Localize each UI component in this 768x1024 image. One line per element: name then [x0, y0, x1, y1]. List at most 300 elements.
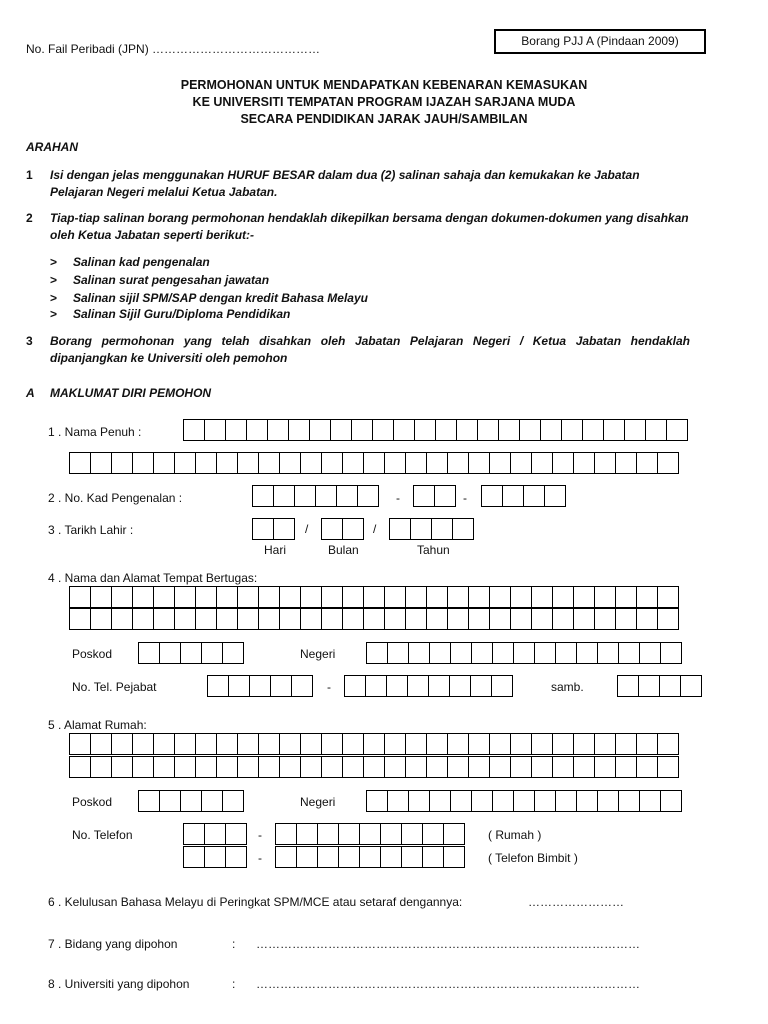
char-box[interactable]: [90, 608, 112, 630]
char-box[interactable]: [534, 790, 556, 812]
char-box[interactable]: [216, 452, 238, 474]
char-box[interactable]: [237, 756, 259, 778]
char-box[interactable]: [300, 756, 322, 778]
char-box[interactable]: [452, 518, 474, 540]
char-box[interactable]: [180, 790, 202, 812]
char-box[interactable]: [296, 846, 318, 868]
char-box[interactable]: [69, 756, 91, 778]
mobile-phone-cells-part2: [275, 846, 464, 868]
char-box[interactable]: [615, 586, 637, 608]
char-box[interactable]: [342, 733, 364, 755]
char-box[interactable]: [216, 756, 238, 778]
char-box[interactable]: [434, 485, 456, 507]
char-box[interactable]: [498, 419, 520, 441]
office-phone-cells-part1: [207, 675, 312, 697]
char-box[interactable]: [447, 586, 469, 608]
char-box[interactable]: [555, 790, 577, 812]
char-box[interactable]: [615, 452, 637, 474]
char-box[interactable]: [447, 756, 469, 778]
char-box[interactable]: [138, 790, 160, 812]
char-box[interactable]: [636, 733, 658, 755]
char-box[interactable]: [258, 756, 280, 778]
char-box[interactable]: [225, 846, 247, 868]
char-box[interactable]: [153, 452, 175, 474]
university-label: 8 . Universiti yang dipohon: [48, 977, 190, 991]
char-box[interactable]: [657, 452, 679, 474]
field-of-study-field[interactable]: ……………………………………………………………………………………: [256, 937, 640, 951]
char-box[interactable]: [555, 642, 577, 664]
char-box[interactable]: [222, 642, 244, 664]
char-box[interactable]: [477, 419, 499, 441]
bullet-item: Salinan sijil SPM/SAP dengan kredit Bahasa Melayu: [73, 291, 368, 305]
char-box[interactable]: [573, 733, 595, 755]
char-box[interactable]: [296, 823, 318, 845]
char-box[interactable]: [153, 608, 175, 630]
char-box[interactable]: [680, 675, 702, 697]
char-box[interactable]: [300, 733, 322, 755]
char-box[interactable]: [279, 756, 301, 778]
workplace-postcode-cells: [138, 642, 243, 664]
char-box[interactable]: [258, 608, 280, 630]
char-box[interactable]: [573, 608, 595, 630]
char-box[interactable]: [447, 608, 469, 630]
title-line-3: SECARA PENDIDIKAN JARAK JAUH/SAMBILAN: [240, 112, 528, 126]
office-phone-cells-part2: [344, 675, 512, 697]
char-box[interactable]: [174, 452, 196, 474]
char-box[interactable]: [597, 642, 619, 664]
char-box[interactable]: [207, 675, 229, 697]
workplace-postcode-label: Poskod: [72, 647, 113, 661]
char-box[interactable]: [342, 452, 364, 474]
char-box[interactable]: [405, 586, 427, 608]
bullet-marker: >: [50, 291, 58, 305]
char-box[interactable]: [401, 823, 423, 845]
char-box[interactable]: [111, 608, 133, 630]
char-box[interactable]: [384, 733, 406, 755]
char-box[interactable]: [249, 675, 271, 697]
char-box[interactable]: [597, 790, 619, 812]
char-box[interactable]: [273, 518, 295, 540]
char-box[interactable]: [576, 790, 598, 812]
char-box[interactable]: [69, 733, 91, 755]
char-box[interactable]: [408, 790, 430, 812]
char-box[interactable]: [413, 485, 435, 507]
char-box[interactable]: [468, 452, 490, 474]
char-box[interactable]: [534, 642, 556, 664]
char-box[interactable]: [603, 419, 625, 441]
char-box[interactable]: [639, 642, 661, 664]
char-box[interactable]: [384, 452, 406, 474]
char-box[interactable]: [237, 586, 259, 608]
char-box[interactable]: [552, 608, 574, 630]
char-box[interactable]: [660, 790, 682, 812]
char-box[interactable]: [468, 586, 490, 608]
char-box[interactable]: [279, 586, 301, 608]
char-box[interactable]: [69, 586, 91, 608]
char-box[interactable]: [315, 485, 337, 507]
form-code-badge: Borang PJJ A (Pindaan 2009): [494, 29, 706, 54]
char-box[interactable]: [636, 452, 658, 474]
char-box[interactable]: [531, 586, 553, 608]
malay-qualification-field[interactable]: ……………………: [528, 895, 624, 909]
char-box[interactable]: [90, 452, 112, 474]
char-box[interactable]: [513, 642, 535, 664]
char-box[interactable]: [216, 586, 238, 608]
char-box[interactable]: [523, 485, 545, 507]
char-box[interactable]: [552, 756, 574, 778]
char-box[interactable]: [393, 419, 415, 441]
char-box[interactable]: [510, 756, 532, 778]
char-box[interactable]: [90, 586, 112, 608]
char-box[interactable]: [594, 733, 616, 755]
file-number-label: No. Fail Peribadi (JPN) ……………………………………: [26, 42, 321, 56]
char-box[interactable]: [363, 733, 385, 755]
char-box[interactable]: [471, 790, 493, 812]
char-box[interactable]: [174, 733, 196, 755]
char-box[interactable]: [582, 419, 604, 441]
char-box[interactable]: [321, 586, 343, 608]
char-box[interactable]: [279, 608, 301, 630]
char-box[interactable]: [489, 452, 511, 474]
char-box[interactable]: [429, 642, 451, 664]
char-box[interactable]: [183, 419, 205, 441]
char-box[interactable]: [387, 790, 409, 812]
char-box[interactable]: [321, 733, 343, 755]
char-box[interactable]: [489, 586, 511, 608]
char-box[interactable]: [300, 452, 322, 474]
char-box[interactable]: [615, 756, 637, 778]
char-box[interactable]: [336, 485, 358, 507]
char-box[interactable]: [407, 675, 429, 697]
char-box[interactable]: [422, 823, 444, 845]
char-box[interactable]: [470, 675, 492, 697]
char-box[interactable]: [659, 675, 681, 697]
char-box[interactable]: [594, 756, 616, 778]
char-box[interactable]: [594, 586, 616, 608]
char-box[interactable]: [342, 518, 364, 540]
char-box[interactable]: [317, 846, 339, 868]
char-box[interactable]: [389, 518, 411, 540]
char-box[interactable]: [576, 642, 598, 664]
char-box[interactable]: [405, 452, 427, 474]
full-name-label: 1 . Nama Penuh :: [48, 425, 142, 439]
char-box[interactable]: [615, 733, 637, 755]
char-box[interactable]: [435, 419, 457, 441]
char-box[interactable]: [401, 846, 423, 868]
char-box[interactable]: [636, 608, 658, 630]
char-box[interactable]: [366, 790, 388, 812]
char-box[interactable]: [69, 608, 91, 630]
char-box[interactable]: [275, 846, 297, 868]
char-box[interactable]: [510, 733, 532, 755]
char-box[interactable]: [660, 642, 682, 664]
title-line-2: KE UNIVERSITI TEMPATAN PROGRAM IJAZAH SARJANA MUDA: [192, 95, 576, 109]
char-box[interactable]: [450, 790, 472, 812]
char-box[interactable]: [279, 733, 301, 755]
char-box[interactable]: [657, 586, 679, 608]
university-field[interactable]: ……………………………………………………………………………………: [256, 977, 640, 991]
char-box[interactable]: [159, 790, 181, 812]
char-box[interactable]: [380, 823, 402, 845]
char-box[interactable]: [174, 586, 196, 608]
char-box[interactable]: [153, 586, 175, 608]
char-box[interactable]: [252, 485, 274, 507]
char-box[interactable]: [615, 608, 637, 630]
char-box[interactable]: [342, 608, 364, 630]
char-box[interactable]: [384, 586, 406, 608]
char-box[interactable]: [365, 675, 387, 697]
char-box[interactable]: [624, 419, 646, 441]
char-box[interactable]: [502, 485, 524, 507]
char-box[interactable]: [510, 586, 532, 608]
char-box[interactable]: [300, 608, 322, 630]
char-box[interactable]: [544, 485, 566, 507]
char-box[interactable]: [204, 419, 226, 441]
char-box[interactable]: [491, 675, 513, 697]
char-box[interactable]: [183, 846, 205, 868]
char-box[interactable]: [657, 756, 679, 778]
char-box[interactable]: [447, 452, 469, 474]
char-box[interactable]: [174, 756, 196, 778]
char-box[interactable]: [195, 586, 217, 608]
char-box[interactable]: [195, 756, 217, 778]
bullet-marker: >: [50, 307, 58, 321]
char-box[interactable]: [90, 756, 112, 778]
char-box[interactable]: [270, 675, 292, 697]
char-box[interactable]: [363, 756, 385, 778]
char-box[interactable]: [639, 790, 661, 812]
char-box[interactable]: [338, 823, 360, 845]
char-box[interactable]: [111, 586, 133, 608]
month-caption: Bulan: [328, 543, 359, 557]
char-box[interactable]: [405, 733, 427, 755]
date-slash: /: [373, 522, 377, 536]
char-box[interactable]: [258, 733, 280, 755]
char-box[interactable]: [387, 642, 409, 664]
char-box[interactable]: [492, 642, 514, 664]
char-box[interactable]: [258, 452, 280, 474]
char-box[interactable]: [237, 733, 259, 755]
char-box[interactable]: [636, 586, 658, 608]
char-box[interactable]: [618, 642, 640, 664]
char-box[interactable]: [489, 756, 511, 778]
char-box[interactable]: [222, 790, 244, 812]
char-box[interactable]: [291, 675, 313, 697]
char-box[interactable]: [330, 419, 352, 441]
char-box[interactable]: [468, 756, 490, 778]
char-box[interactable]: [552, 733, 574, 755]
char-box[interactable]: [384, 756, 406, 778]
char-box[interactable]: [552, 452, 574, 474]
char-box[interactable]: [426, 608, 448, 630]
char-box[interactable]: [573, 756, 595, 778]
char-box[interactable]: [468, 733, 490, 755]
char-box[interactable]: [195, 608, 217, 630]
char-box[interactable]: [275, 823, 297, 845]
char-box[interactable]: [321, 518, 343, 540]
char-box[interactable]: [69, 452, 91, 474]
char-box[interactable]: [405, 608, 427, 630]
char-box[interactable]: [531, 452, 553, 474]
home-phone-cells-part1: [183, 823, 246, 845]
mobile-phone-caption: ( Telefon Bimbit ): [488, 851, 578, 865]
instruction-2-text: Tiap-tiap salinan borang permohonan hendaklah dikepilkan bersama dengan dokumen-dokumen yang disahkan oleh Ketua Jabatan seperti berikut:-: [50, 211, 689, 242]
char-box[interactable]: [531, 733, 553, 755]
char-box[interactable]: [216, 608, 238, 630]
char-box[interactable]: [180, 642, 202, 664]
char-box[interactable]: [638, 675, 660, 697]
char-box[interactable]: [132, 586, 154, 608]
char-box[interactable]: [258, 586, 280, 608]
char-box[interactable]: [363, 608, 385, 630]
char-box[interactable]: [204, 846, 226, 868]
char-box[interactable]: [450, 642, 472, 664]
char-box[interactable]: [359, 823, 381, 845]
char-box[interactable]: [338, 846, 360, 868]
char-box[interactable]: [449, 675, 471, 697]
char-box[interactable]: [489, 733, 511, 755]
char-box[interactable]: [201, 642, 223, 664]
char-box[interactable]: [216, 733, 238, 755]
char-box[interactable]: [471, 642, 493, 664]
char-box[interactable]: [153, 756, 175, 778]
char-box[interactable]: [410, 518, 432, 540]
char-box[interactable]: [195, 452, 217, 474]
char-box[interactable]: [309, 419, 331, 441]
char-box[interactable]: [279, 452, 301, 474]
char-box[interactable]: [366, 642, 388, 664]
char-box[interactable]: [408, 642, 430, 664]
home-state-label: Negeri: [300, 795, 336, 809]
char-box[interactable]: [414, 419, 436, 441]
char-box[interactable]: [228, 675, 250, 697]
char-box[interactable]: [351, 419, 373, 441]
char-box[interactable]: [386, 675, 408, 697]
char-box[interactable]: [273, 485, 295, 507]
char-box[interactable]: [443, 846, 465, 868]
char-box[interactable]: [540, 419, 562, 441]
char-box[interactable]: [552, 586, 574, 608]
char-box[interactable]: [426, 733, 448, 755]
char-box[interactable]: [372, 419, 394, 441]
char-box[interactable]: [342, 756, 364, 778]
char-box[interactable]: [443, 823, 465, 845]
char-box[interactable]: [531, 756, 553, 778]
char-box[interactable]: [153, 733, 175, 755]
char-box[interactable]: [344, 675, 366, 697]
char-box[interactable]: [405, 756, 427, 778]
char-box[interactable]: [363, 452, 385, 474]
char-box[interactable]: [573, 452, 595, 474]
char-box[interactable]: [174, 608, 196, 630]
char-box[interactable]: [426, 452, 448, 474]
char-box[interactable]: [519, 419, 541, 441]
char-box[interactable]: [636, 756, 658, 778]
char-box[interactable]: [252, 518, 274, 540]
char-box[interactable]: [294, 485, 316, 507]
char-box[interactable]: [380, 846, 402, 868]
char-box[interactable]: [573, 586, 595, 608]
char-box[interactable]: [111, 733, 133, 755]
char-box[interactable]: [225, 419, 247, 441]
char-box[interactable]: [195, 733, 217, 755]
char-box[interactable]: [111, 452, 133, 474]
char-box[interactable]: [594, 452, 616, 474]
char-box[interactable]: [237, 452, 259, 474]
char-box[interactable]: [363, 586, 385, 608]
char-box[interactable]: [159, 642, 181, 664]
char-box[interactable]: [666, 419, 688, 441]
char-box[interactable]: [317, 823, 339, 845]
char-box[interactable]: [138, 642, 160, 664]
char-box[interactable]: [321, 608, 343, 630]
char-box[interactable]: [132, 733, 154, 755]
char-box[interactable]: [431, 518, 453, 540]
char-box[interactable]: [342, 586, 364, 608]
day-caption: Hari: [264, 543, 287, 557]
home-postcode-cells: [138, 790, 243, 812]
char-box[interactable]: [594, 608, 616, 630]
char-box[interactable]: [132, 608, 154, 630]
char-box[interactable]: [90, 733, 112, 755]
char-box[interactable]: [645, 419, 667, 441]
char-box[interactable]: [617, 675, 639, 697]
char-box[interactable]: [510, 608, 532, 630]
char-box[interactable]: [456, 419, 478, 441]
char-box[interactable]: [657, 608, 679, 630]
char-box[interactable]: [422, 846, 444, 868]
char-box[interactable]: [132, 756, 154, 778]
colon: :: [232, 937, 236, 951]
char-box[interactable]: [426, 586, 448, 608]
char-box[interactable]: [428, 675, 450, 697]
char-box[interactable]: [561, 419, 583, 441]
char-box[interactable]: [321, 756, 343, 778]
birth-date-label: 3 . Tarikh Lahir :: [48, 523, 134, 537]
char-box[interactable]: [357, 485, 379, 507]
char-box[interactable]: [447, 733, 469, 755]
char-box[interactable]: [183, 823, 205, 845]
title-line-1: PERMOHONAN UNTUK MENDAPATKAN KEBENARAN KEMASUKAN: [180, 78, 588, 92]
char-box[interactable]: [204, 823, 226, 845]
char-box[interactable]: [657, 733, 679, 755]
char-box[interactable]: [267, 419, 289, 441]
char-box[interactable]: [201, 790, 223, 812]
char-box[interactable]: [510, 452, 532, 474]
char-box[interactable]: [132, 452, 154, 474]
char-box[interactable]: [492, 790, 514, 812]
char-box[interactable]: [618, 790, 640, 812]
char-box[interactable]: [359, 846, 381, 868]
char-box[interactable]: [468, 608, 490, 630]
char-box[interactable]: [246, 419, 268, 441]
char-box[interactable]: [481, 485, 503, 507]
char-box[interactable]: [513, 790, 535, 812]
char-box[interactable]: [321, 452, 343, 474]
char-box[interactable]: [531, 608, 553, 630]
bullet-item: Salinan surat pengesahan jawatan: [73, 273, 270, 287]
dash-separator: -: [258, 828, 262, 842]
char-box[interactable]: [426, 756, 448, 778]
char-box[interactable]: [300, 586, 322, 608]
char-box[interactable]: [111, 756, 133, 778]
char-box[interactable]: [489, 608, 511, 630]
char-box[interactable]: [288, 419, 310, 441]
char-box[interactable]: [237, 608, 259, 630]
char-box[interactable]: [384, 608, 406, 630]
char-box[interactable]: [429, 790, 451, 812]
char-box[interactable]: [225, 823, 247, 845]
